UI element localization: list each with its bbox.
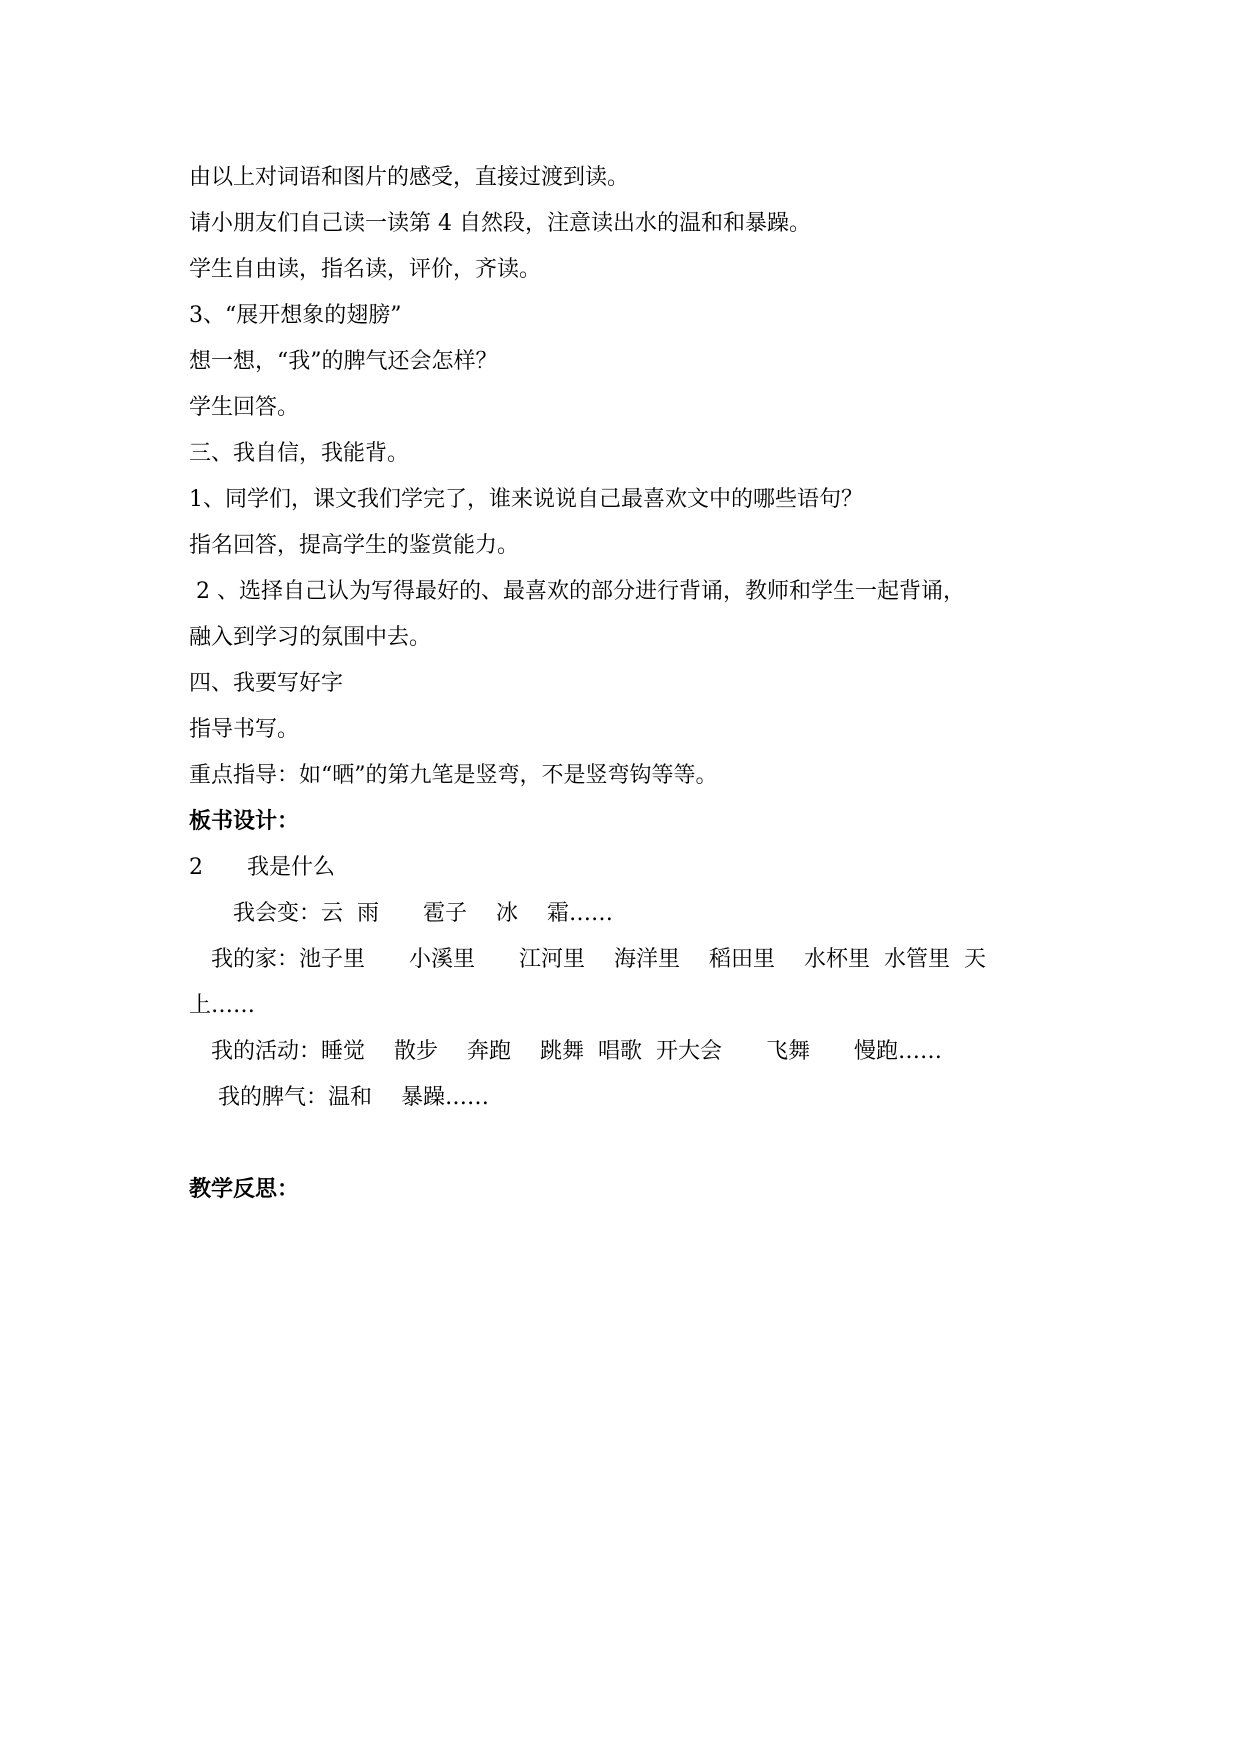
board-home-line-cont: 上…… bbox=[189, 993, 256, 1018]
paragraph-line-1: 由以上对词语和图片的感受，直接过渡到读。 bbox=[189, 165, 630, 190]
board-activity-line: 我的活动：睡觉 散步 奔跑 跳舞 唱歌 开大会 飞舞 慢跑…… bbox=[189, 1039, 942, 1064]
paragraph-line-7: 三、我自信，我能背。 bbox=[189, 441, 410, 466]
board-temper-line: 我的脾气：温和 暴躁…… bbox=[189, 1085, 489, 1110]
paragraph-line-3: 学生自由读，指名读，评价，齐读。 bbox=[189, 257, 542, 282]
paragraph-line-12: 四、我要写好字 bbox=[189, 671, 344, 696]
paragraph-line-6: 学生回答。 bbox=[189, 395, 300, 420]
paragraph-line-4: 3、“展开想象的翅膀” bbox=[189, 303, 402, 328]
paragraph-line-11: 融入到学习的氛围中去。 bbox=[189, 625, 432, 650]
board-title-line: 2 我是什么 bbox=[189, 855, 335, 880]
paragraph-line-14: 重点指导：如“晒”的第九笔是竖弯，不是竖弯钩等等。 bbox=[189, 763, 718, 788]
board-change-line: 我会变：云 雨 雹子 冰 霜…… bbox=[189, 901, 613, 926]
board-design-heading: 板书设计： bbox=[189, 809, 300, 834]
board-home-line: 我的家：池子里 小溪里 江河里 海洋里 稻田里 水杯里 水管里 天 bbox=[189, 947, 986, 972]
paragraph-line-5: 想一想，“我”的脾气还会怎样？ bbox=[189, 349, 498, 374]
teaching-reflection-heading: 教学反思： bbox=[189, 1177, 300, 1202]
paragraph-line-10: 2 、选择自己认为写得最好的、最喜欢的部分进行背诵，教师和学生一起背诵， bbox=[189, 579, 965, 604]
paragraph-line-8: 1、同学们，课文我们学完了，谁来说说自己最喜欢文中的哪些语句？ bbox=[189, 487, 863, 512]
paragraph-line-9: 指名回答，提高学生的鉴赏能力。 bbox=[189, 533, 520, 558]
paragraph-line-2: 请小朋友们自己读一读第 4 自然段，注意读出水的温和和暴躁。 bbox=[189, 211, 811, 236]
paragraph-line-13: 指导书写。 bbox=[189, 717, 300, 742]
